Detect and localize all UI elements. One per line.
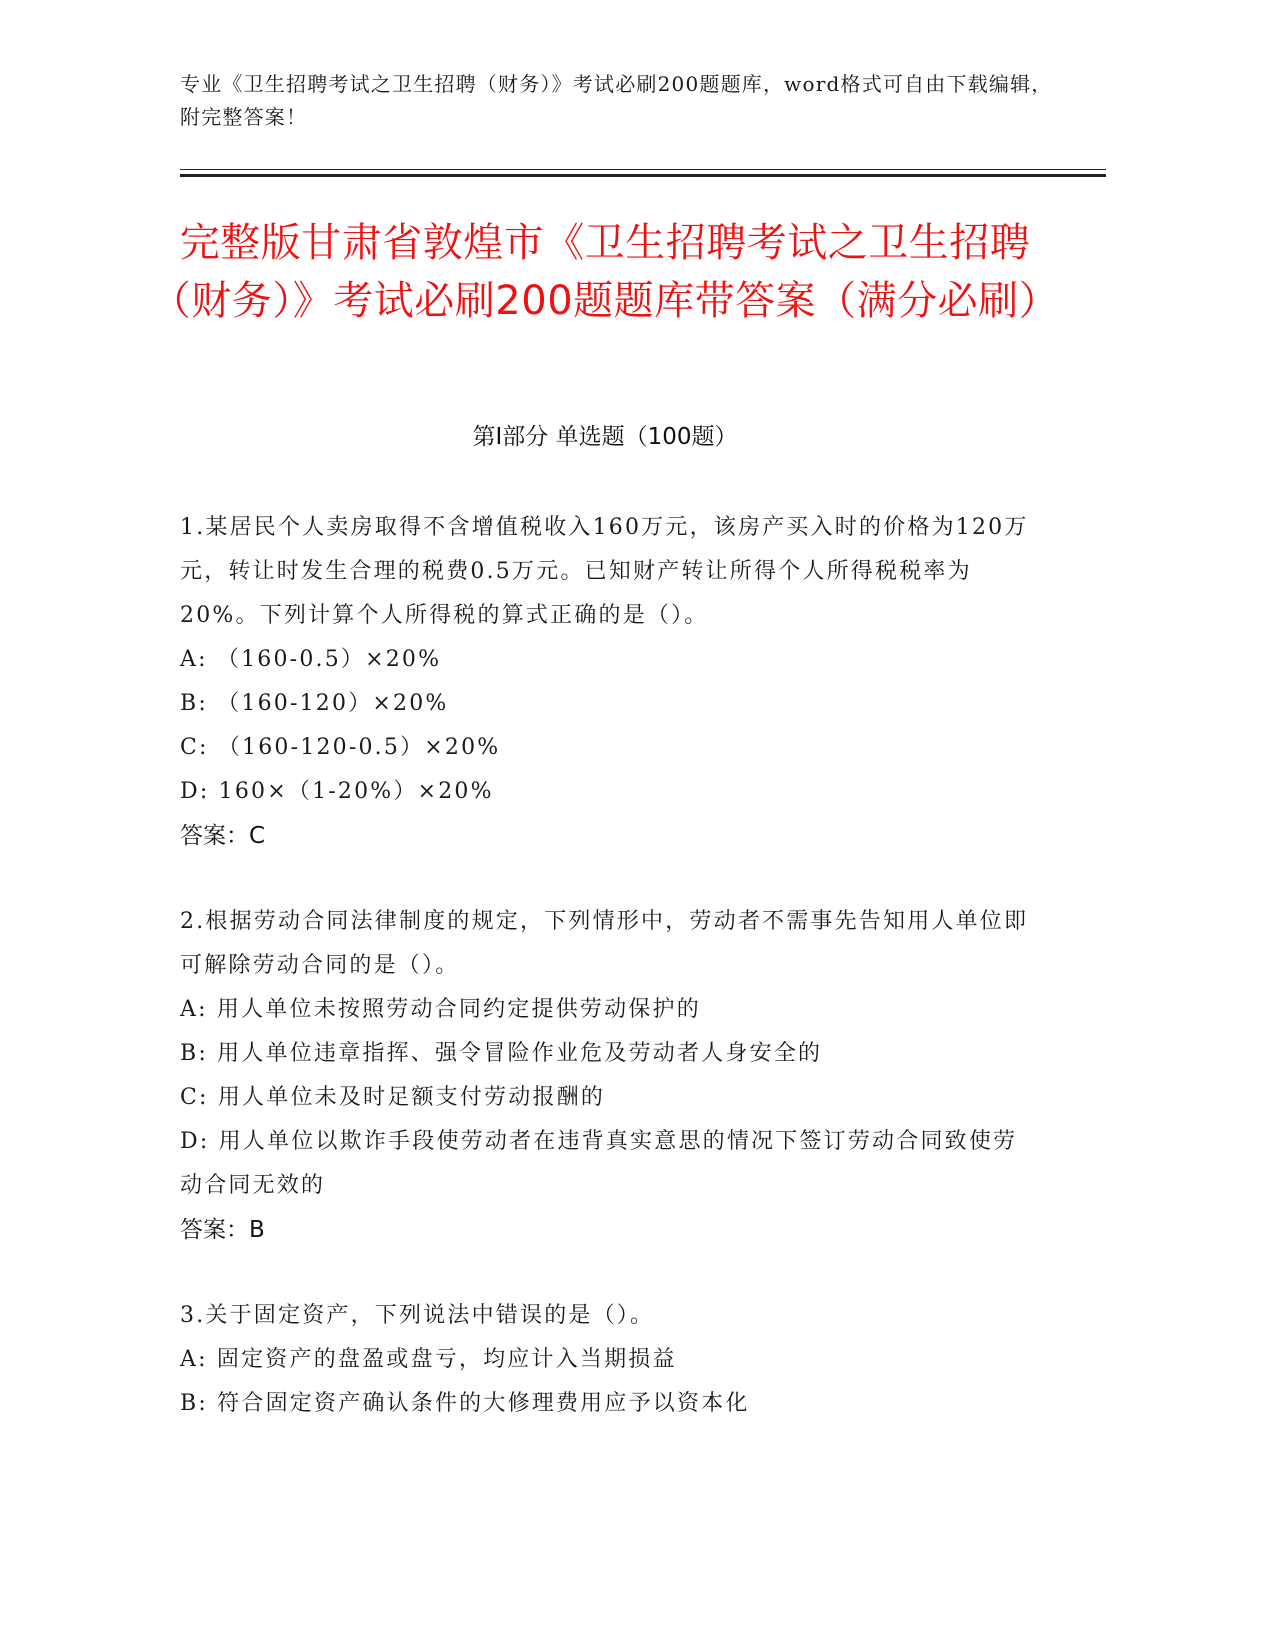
section-title: 第Ⅰ部分 单选题（100题） <box>472 424 738 450</box>
option-a: A: （160-0.5）×20% <box>180 647 442 672</box>
question-2 <box>180 900 1040 1252</box>
header-note: 专业《卫生招聘考试之卫生招聘（财务）》考试必刷200题题库，word格式可自由下载编辑，附完整答案！ <box>180 72 1053 129</box>
question-list <box>180 506 1040 1426</box>
header-divider-thin <box>180 169 1106 170</box>
question-stem: 1.某居民个人卖房取得不含增值税收入160万元，该房产买入时的价格为120万元，转让时发生合理的税费0.5万元。已知财产转让所得个人所得税税率为20%。下列计算个人所得税的算式正确的是（）。 <box>180 515 1029 628</box>
option-a: A: 固定资产的盘盈或盘亏，均应计入当期损益 <box>180 1347 677 1372</box>
option-c: C: 用人单位未及时足额支付劳动报酬的 <box>180 1085 606 1110</box>
document-title: 完整版甘肃省敦煌市《卫生招聘考试之卫生招聘（财务）》考试必刷200题题库带答案（满分必刷） <box>150 220 1060 324</box>
option-b: B: 用人单位违章指挥、强令冒险作业危及劳动者人身安全的 <box>180 1041 823 1066</box>
answer-line: 答案：B <box>180 1217 265 1243</box>
question-3 <box>180 1294 1040 1426</box>
option-b: B: 符合固定资产确认条件的大修理费用应予以资本化 <box>180 1391 750 1416</box>
option-a: A: 用人单位未按照劳动合同约定提供劳动保护的 <box>180 997 701 1022</box>
question-spacer <box>180 1252 1040 1294</box>
answer-line: 答案：C <box>180 823 266 849</box>
option-b: B: （160-120）×20% <box>180 691 449 716</box>
option-c: C: （160-120-0.5）×20% <box>180 735 501 760</box>
question-1 <box>180 506 1040 858</box>
question-stem: 2.根据劳动合同法律制度的规定，下列情形中，劳动者不需事先告知用人单位即可解除劳动合同的是（）。 <box>180 909 1029 978</box>
question-spacer <box>180 858 1040 900</box>
header-divider-thick <box>180 174 1106 177</box>
question-stem: 3.关于固定资产，下列说法中错误的是（）。 <box>180 1303 655 1328</box>
option-d: D: 160×（1-20%）×20% <box>180 779 494 804</box>
option-d: D: 用人单位以欺诈手段使劳动者在违背真实意思的情况下签订劳动合同致使劳动合同无效的 <box>180 1129 1018 1198</box>
